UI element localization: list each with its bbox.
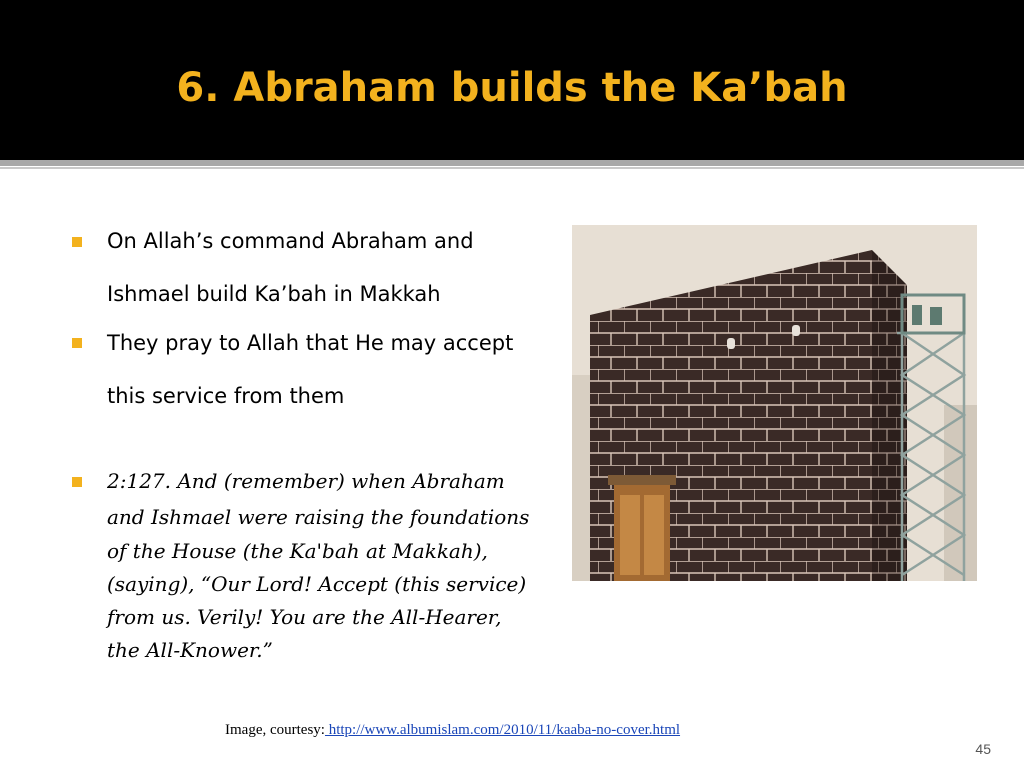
quote-line-3: of the House (the Ka'bah at Makkah), bbox=[107, 539, 488, 563]
bullet-1-line-1: On Allah’s command Abraham and bbox=[107, 229, 474, 253]
quote-line-2: and Ishmael were raising the foundations bbox=[107, 505, 530, 529]
header-band bbox=[0, 0, 1024, 160]
bullet-marker-2 bbox=[72, 338, 82, 348]
image-caption bbox=[225, 722, 680, 739]
bullet-1-line-2: Ishmael build Ka’bah in Makkah bbox=[107, 282, 441, 306]
bullet-2-line-1: They pray to Allah that He may accept bbox=[107, 331, 514, 355]
caption-prefix: Image, courtesy: bbox=[225, 722, 325, 738]
bullet-2-line-2: this service from them bbox=[107, 384, 345, 408]
quote-line-4: (saying), “Our Lord! Accept (this service) bbox=[107, 572, 527, 596]
quote-line-5: from us. Verily! You are the All-Hearer, bbox=[107, 605, 502, 629]
kaaba-photo bbox=[572, 225, 977, 581]
header-divider-thin bbox=[0, 167, 1024, 169]
slide-title: 6. Abraham builds the Ka’bah bbox=[176, 65, 848, 111]
bullet-marker-1 bbox=[72, 237, 82, 247]
bullet-marker-3 bbox=[72, 477, 82, 487]
quote-line-1: 2:127. And (remember) when Abraham bbox=[107, 469, 505, 493]
header-divider bbox=[0, 160, 1024, 166]
page-number: 45 bbox=[975, 741, 991, 757]
caption-link[interactable]: http://www.albumislam.com/2010/11/kaaba-no-cover.html bbox=[324, 722, 681, 738]
quote-line-6: the All-Knower.” bbox=[107, 638, 273, 662]
